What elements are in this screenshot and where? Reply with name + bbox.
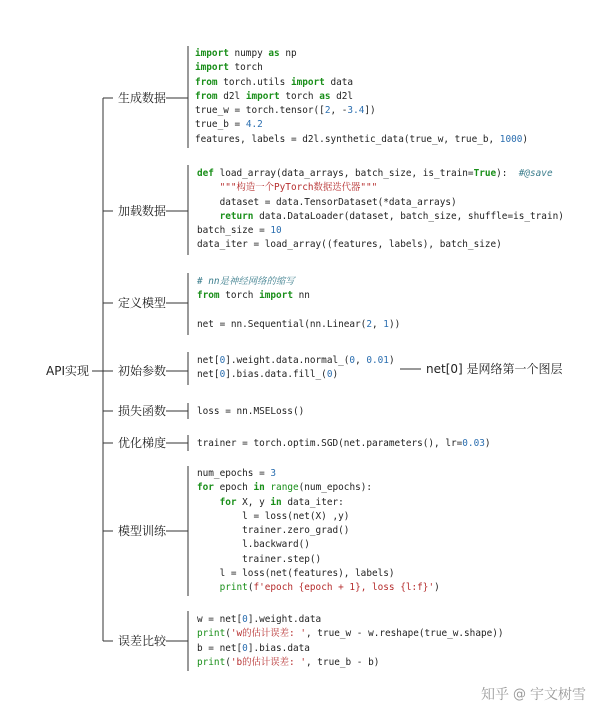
root-node-label: API实现 xyxy=(46,364,89,378)
code-line: trainer.step() xyxy=(197,553,322,565)
code-line: b = net[0].bias.data xyxy=(197,642,310,654)
node-label-loss-function: 损失函数 xyxy=(118,404,167,418)
node-label-load-data: 加载数据 xyxy=(118,204,167,218)
code-line: trainer.zero_grad() xyxy=(197,525,350,537)
code-line: features, labels = d2l.synthetic_data(true_w, true_b, 1000) xyxy=(195,133,529,145)
watermark xyxy=(481,684,586,704)
code-line: l = loss(net(X) ,y) xyxy=(197,510,350,522)
code-line: print('b的估计误差: ', true_b - b) xyxy=(197,656,380,668)
code-line: trainer = torch.optim.SGD(net.parameters(), lr=0.03) xyxy=(197,438,491,449)
code-line: from torch import nn xyxy=(197,290,310,302)
code-block-optimizer xyxy=(197,437,491,451)
code-line: import numpy as np xyxy=(195,48,297,59)
watermark-at: @ xyxy=(513,686,526,702)
code-line: net[0].bias.data.fill_(0) xyxy=(197,369,339,381)
code-line: print('w的估计误差: ', true_w - w.reshape(true_w.shape)) xyxy=(197,628,504,640)
code-line: num_epochs = 3 xyxy=(197,468,277,479)
init-params-note: net[0] 是网络第一个图层 xyxy=(426,362,563,376)
node-label-generate-data: 生成数据 xyxy=(118,91,167,105)
code-line: """构造一个PyTorch数据迭代器""" xyxy=(219,182,378,194)
watermark-site: 知乎 xyxy=(481,687,509,703)
code-line: # nn是神经网络的缩写 xyxy=(197,276,295,287)
code-block-init-params xyxy=(197,354,395,383)
node-label-train-model: 模型训练 xyxy=(118,524,167,538)
code-line: print(f'epoch {epoch + 1}, loss {l:f}') xyxy=(219,582,440,594)
code-line: from torch.utils import data xyxy=(195,76,354,88)
code-block-generate-data xyxy=(195,47,528,147)
code-line: dataset = data.TensorDataset(*data_arrays) xyxy=(197,196,457,208)
code-block-load-data xyxy=(197,167,564,253)
code-line: true_b = 4.2 xyxy=(195,119,263,131)
code-line: l = loss(net(features), labels) xyxy=(197,568,395,580)
code-block-train-model xyxy=(197,467,440,596)
code-line: true_w = torch.tensor([2, -3.4]) xyxy=(195,105,376,117)
node-label-error-compare: 误差比较 xyxy=(118,634,167,648)
code-line: data_iter = load_array((features, labels), batch_size) xyxy=(197,239,502,251)
code-line: for X, y in data_iter: xyxy=(219,496,344,508)
node-label-optimize-gradient: 优化梯度 xyxy=(118,436,167,450)
code-line: return data.DataLoader(dataset, batch_size, shuffle=is_train) xyxy=(219,210,564,222)
code-line: loss = nn.MSELoss() xyxy=(197,406,305,417)
code-line: net = nn.Sequential(nn.Linear(2, 1)) xyxy=(197,318,401,330)
code-line: net[0].weight.data.normal_(0, 0.01) xyxy=(197,355,395,366)
watermark-author: 宇文树雪 xyxy=(530,687,586,703)
code-line: def load_array(data_arrays, batch_size, is_train=True): #@save xyxy=(197,168,553,179)
node-label-define-model: 定义模型 xyxy=(118,296,167,310)
code-line: import torch xyxy=(195,62,263,74)
code-line: l.backward() xyxy=(197,539,310,551)
code-line xyxy=(197,304,400,318)
code-line: w = net[0].weight.data xyxy=(197,614,322,625)
code-block-error-compare xyxy=(197,613,504,670)
code-line: batch_size = 10 xyxy=(197,225,282,237)
code-line: for epoch in range(num_epochs): xyxy=(197,482,373,494)
code-block-define-model xyxy=(197,275,400,332)
code-block-loss-function xyxy=(197,405,304,419)
code-line: from d2l import torch as d2l xyxy=(195,90,354,102)
node-label-init-params: 初始参数 xyxy=(118,364,167,378)
